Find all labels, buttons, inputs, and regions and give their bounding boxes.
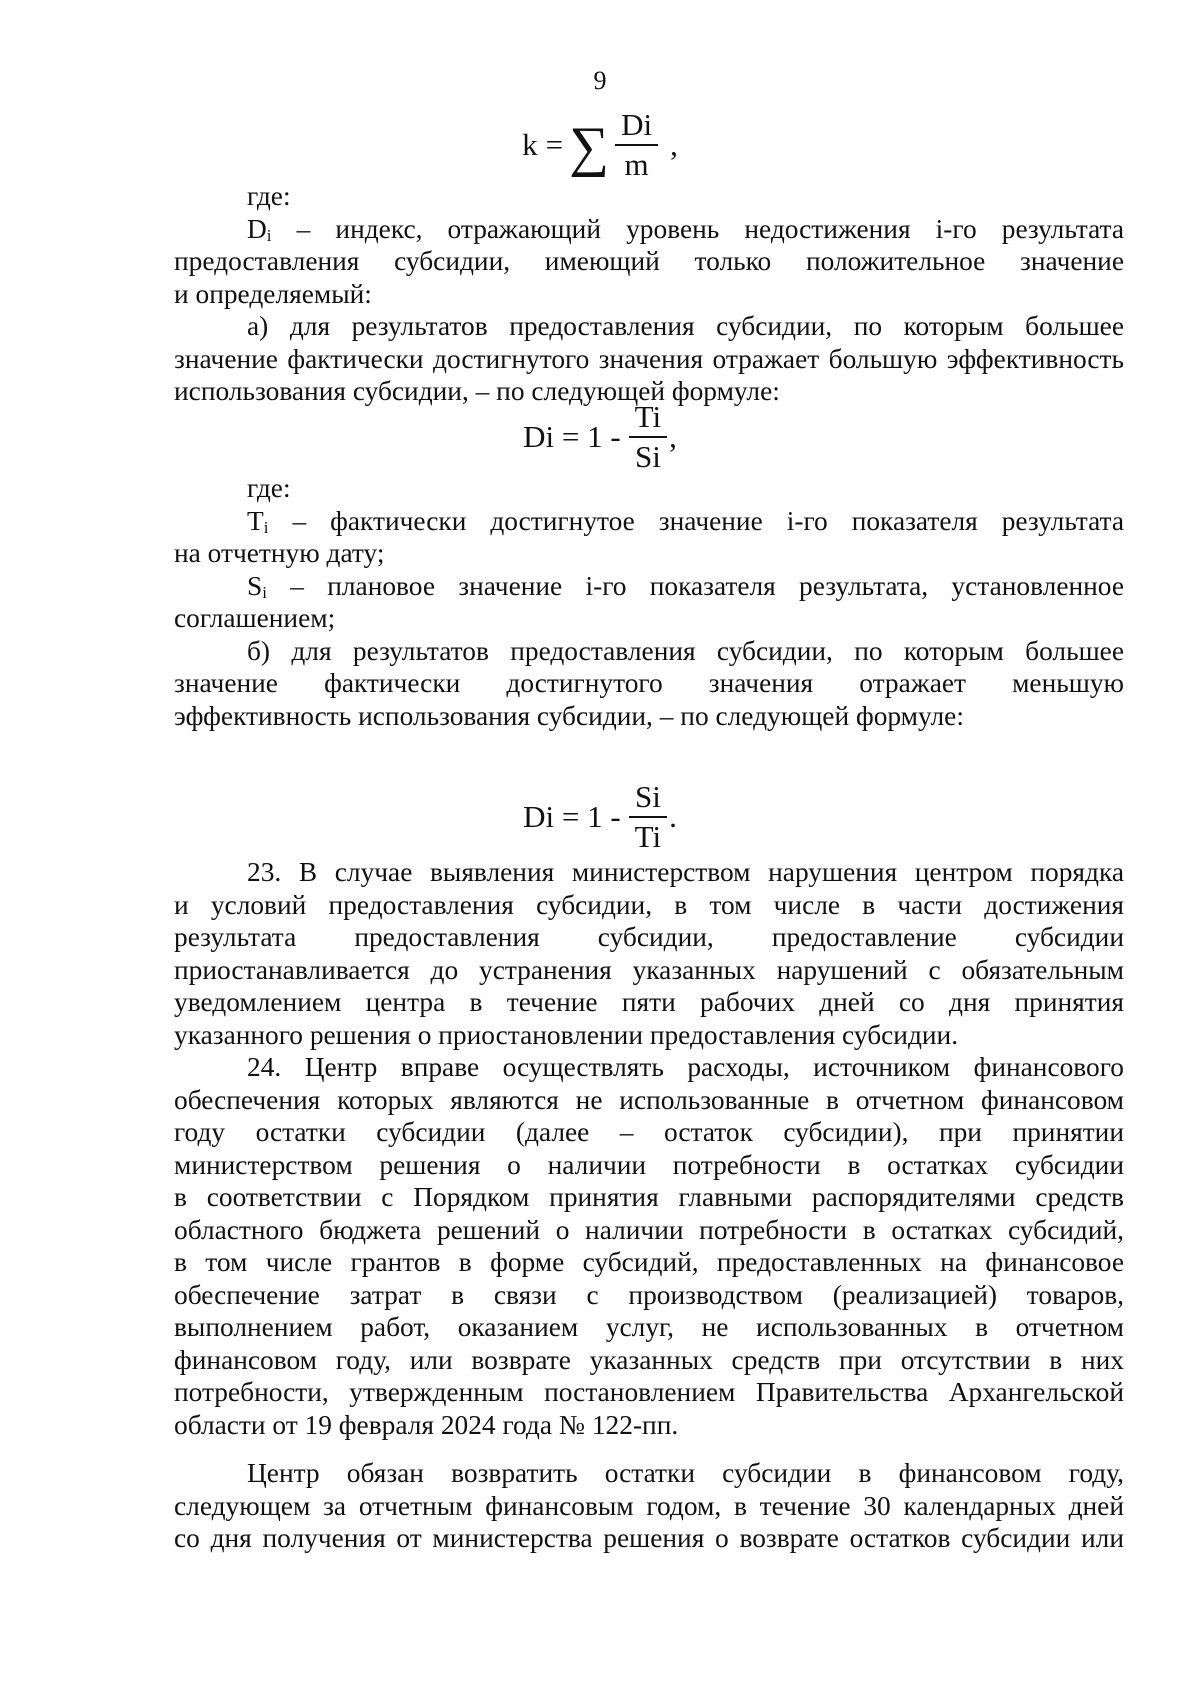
p24-line: году остатки субсидии (далее – остаток субсидии), при принятии bbox=[174, 1117, 1124, 1147]
p23-line: 23. В случае выявления министерством нарушения центром порядка bbox=[247, 857, 1124, 887]
p24-line: 24. Центр вправе осуществлять расходы, источником финансового bbox=[247, 1052, 1124, 1082]
formula-a-comma: , bbox=[669, 419, 677, 454]
ti-definition-line-1: $T_i$ – фактически достигнутое значение i-го показателя результата bbox=[247, 505, 1124, 537]
p24-line: потребности, утвержденным постановлением Правительства Архангельской bbox=[174, 1377, 1124, 1407]
sum-symbol: ∑ bbox=[569, 116, 610, 178]
si-subscript: i bbox=[262, 582, 267, 602]
ti-definition-line-2: на отчетную дату; bbox=[174, 538, 385, 568]
where-label: где: bbox=[247, 181, 291, 211]
where-label-2: где: bbox=[247, 473, 291, 503]
p23-line: результата предоставления субсидии, предоставление субсидии bbox=[174, 922, 1124, 952]
formula-k-numerator: Di bbox=[615, 108, 658, 146]
formula-k-denominator: m bbox=[624, 147, 649, 182]
ti-subscript: i bbox=[263, 517, 269, 537]
formula-a-lhs: Di = 1 - bbox=[523, 419, 621, 454]
formula-b-numerator: Si bbox=[629, 780, 667, 818]
p24-line: в том числе грантов в форме субсидий, предоставленных на финансовое bbox=[174, 1247, 1124, 1277]
case-a-line-1: а) для результатов предоставления субсидии, по которым большее bbox=[247, 311, 1124, 341]
si-definition-line-1: $S_i$ – плановое значение i-го показателя результата, установленное bbox=[247, 570, 1124, 602]
text-block-3 bbox=[174, 856, 1124, 1555]
formula-a bbox=[0, 400, 1200, 474]
ti-symbol: T bbox=[247, 505, 264, 536]
text-block-2 bbox=[174, 472, 1124, 732]
p24-line: обеспечение затрат в связи с производством (реализацией) товаров, bbox=[174, 1279, 1124, 1310]
di-definition-line-2: предоставления субсидии, имеющий только положительное значение bbox=[174, 246, 1124, 276]
p24-line: выполнением работ, оказанием услуг, не использованных в отчетном bbox=[174, 1312, 1124, 1342]
formula-k-fraction bbox=[615, 108, 658, 182]
p23-line: приостанавливается до устранения указанных нарушений с обязательным bbox=[174, 954, 1124, 985]
di-definition-line-1: $D_i$ – индекс, отражающий уровень недостижения i-го результата bbox=[247, 213, 1124, 245]
si-definition-line-2: соглашением; bbox=[174, 603, 336, 633]
si-symbol: S bbox=[247, 570, 263, 601]
final-paragraph-line: Центр обязан возвратить остатки субсидии в финансовом году, bbox=[247, 1458, 1124, 1488]
formula-k bbox=[0, 108, 1200, 182]
formula-a-denominator: Si bbox=[634, 439, 661, 474]
page-number: 9 bbox=[593, 66, 607, 95]
formula-b bbox=[0, 780, 1200, 854]
formula-b-denominator: Ti bbox=[634, 819, 662, 854]
p24-line: областного бюджета решений о наличии потребности в остатках субсидий, bbox=[174, 1214, 1124, 1245]
p23-line: уведомлением центра в течение пяти рабочих дней со дня принятия bbox=[174, 987, 1124, 1017]
p24-line: области от 19 февраля 2024 года № 122-пп. bbox=[174, 1409, 679, 1440]
formula-k-lhs: k bbox=[522, 127, 538, 162]
case-b-line-2: значение фактически достигнутого значения отражает меньшую bbox=[174, 668, 1124, 698]
case-b-line-1: б) для результатов предоставления субсидии, по которым большее bbox=[247, 635, 1124, 666]
final-paragraph-line: со дня получения от министерства решения о возврате остатков субсидии или bbox=[174, 1523, 1124, 1553]
formula-b-period: . bbox=[669, 799, 677, 834]
case-a-line-2: значение фактически достигнутого значения отражает большую эффективность bbox=[174, 343, 1124, 374]
di-symbol: D bbox=[247, 213, 267, 244]
di-subscript: i bbox=[266, 225, 272, 245]
formula-a-numerator: Ti bbox=[629, 400, 667, 438]
p24-line: в соответствии с Порядком принятия главными распорядителями средств bbox=[174, 1182, 1124, 1212]
formula-k-eq: = bbox=[545, 127, 564, 162]
p23-line: указанного решения о приостановлении предоставления субсидии. bbox=[174, 1019, 959, 1050]
p23-line: и условий предоставления субсидии, в том числе в части достижения bbox=[174, 889, 1124, 920]
final-paragraph-line: следующем за отчетным финансовым годом, в течение 30 календарных дней bbox=[174, 1490, 1124, 1521]
case-b-line-3: эффективность использования субсидии, – по следующей формуле: bbox=[174, 700, 964, 731]
di-definition-line-3: и определяемый: bbox=[174, 278, 372, 309]
p24-line: обеспечения которых являются не использованные в отчетном финансовом bbox=[174, 1084, 1124, 1115]
formula-b-lhs: Di = 1 - bbox=[523, 799, 621, 834]
case-a-line-3: использования субсидии, – по следующей формуле: bbox=[174, 376, 780, 406]
p24-line: министерством решения о наличии потребности в остатках субсидии bbox=[174, 1149, 1124, 1180]
p24-line: финансовом году, или возврате указанных средств при отсутствии в них bbox=[174, 1344, 1124, 1375]
formula-k-comma: , bbox=[670, 127, 678, 162]
formula-b-fraction bbox=[629, 780, 667, 854]
text-block-1 bbox=[174, 180, 1124, 408]
formula-a-fraction bbox=[629, 400, 667, 474]
